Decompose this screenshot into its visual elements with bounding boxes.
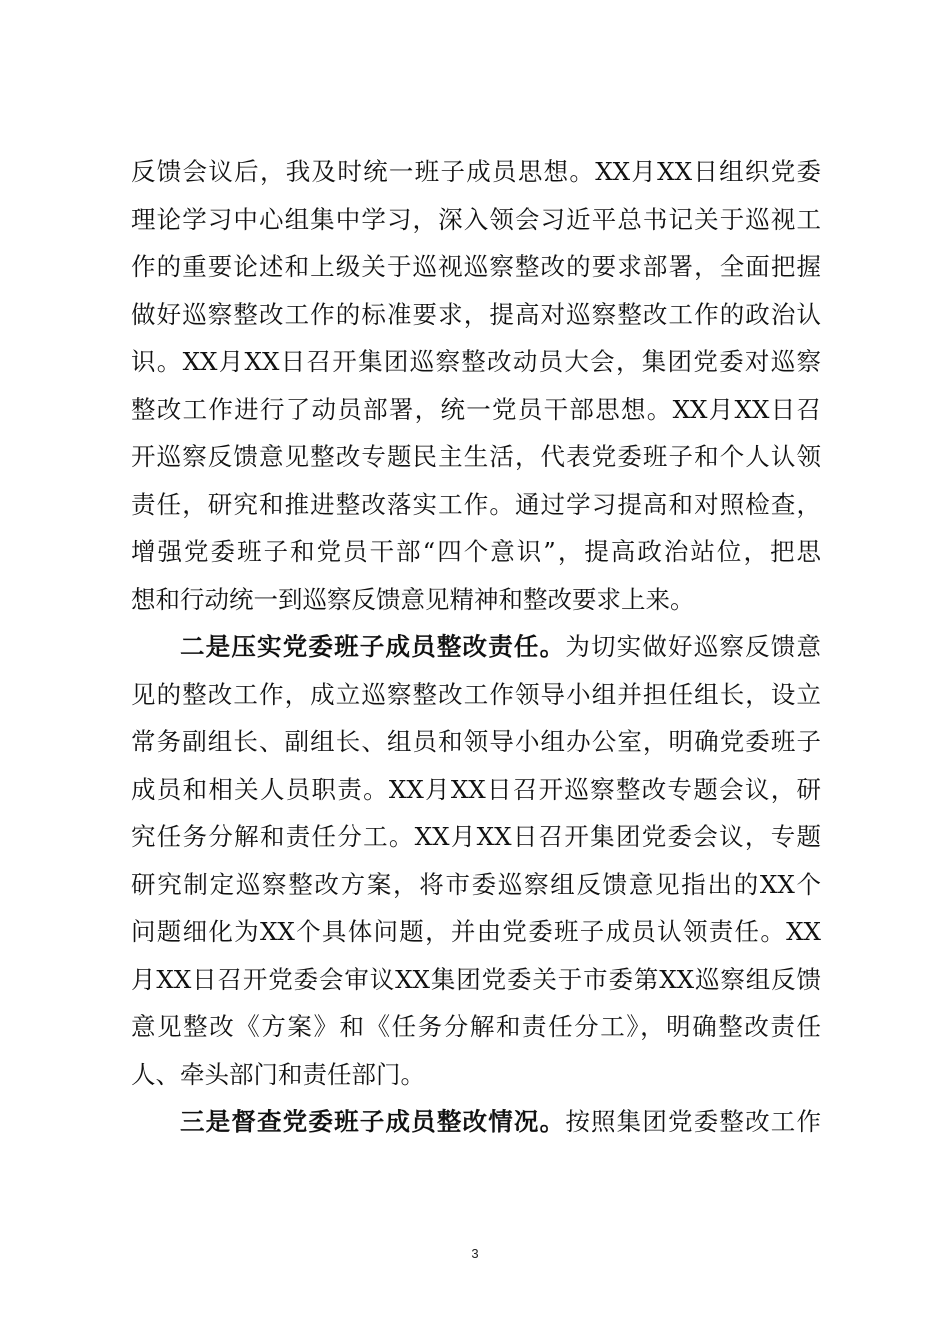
text-line: 整改工作进行了动员部署，统一党员干部思想。XX月XX日召 [131, 394, 821, 424]
text-line: 月XX日召开党委会审议XX集团党委关于市委第XX巡察组反馈 [131, 964, 821, 994]
text-line: 增强党委班子和党员干部“四个意识”，提高政治站位，把思 [131, 537, 821, 566]
text-line: 想和行动统一到巡察反馈意见精神和整改要求上来。 [131, 584, 695, 614]
text-line: 识。XX月XX日召开集团巡察整改动员大会，集团党委对巡察 [131, 347, 821, 376]
paragraph-1 [131, 148, 821, 623]
page-number: 3 [471, 1246, 479, 1261]
text-line: 见的整改工作，成立巡察整改工作领导小组并担任组长，设立 [131, 679, 821, 709]
text-line: 做好巡察整改工作的标准要求，提高对巡察整改工作的政治认 [131, 299, 821, 329]
document-body [131, 148, 821, 1146]
text-line: 成员和相关人员职责。XX月XX日召开巡察整改专题会议，研 [131, 774, 821, 804]
text-run: 为切实做好巡察反馈意 [565, 632, 821, 661]
text-line: 人、牵头部门和责任部门。 [131, 1059, 425, 1089]
text-line [131, 1098, 821, 1146]
text-line: 问题细化为XX个具体问题，并由党委班子成员认领责任。XX [131, 917, 821, 946]
text-line: 开巡察反馈意见整改专题民主生活，代表党委班子和个人认领 [131, 442, 821, 471]
paragraph-3 [131, 1098, 821, 1146]
text-line [131, 623, 821, 671]
text-line: 作的重要论述和上级关于巡视巡察整改的要求部署，全面把握 [131, 252, 821, 281]
text-line: 究任务分解和责任分工。XX月XX日召开集团党委会议，专题 [131, 822, 821, 851]
text-line: 理论学习中心组集中学习，深入领会习近平总书记关于巡视工 [131, 204, 821, 234]
text-line: 常务副组长、副组长、组员和领导小组办公室，明确党委班子 [131, 727, 821, 756]
text-line: 责任，研究和推进整改落实工作。通过学习提高和对照检查， [131, 489, 821, 519]
text-run: 按照集团党委整改工作 [565, 1107, 821, 1136]
paragraph-lead-heading: 二是压实党委班子成员整改责任。 [180, 632, 566, 661]
text-line: 反馈会议后，我及时统一班子成员思想。XX月XX日组织党委 [131, 157, 821, 186]
text-line: 意见整改《方案》和《任务分解和责任分工》，明确整改责任 [131, 1012, 821, 1041]
text-line: 研究制定巡察整改方案，将市委巡察组反馈意见指出的XX个 [131, 869, 821, 899]
paragraph-2 [131, 623, 821, 1098]
paragraph-lead-heading: 三是督查党委班子成员整改情况。 [180, 1107, 566, 1136]
